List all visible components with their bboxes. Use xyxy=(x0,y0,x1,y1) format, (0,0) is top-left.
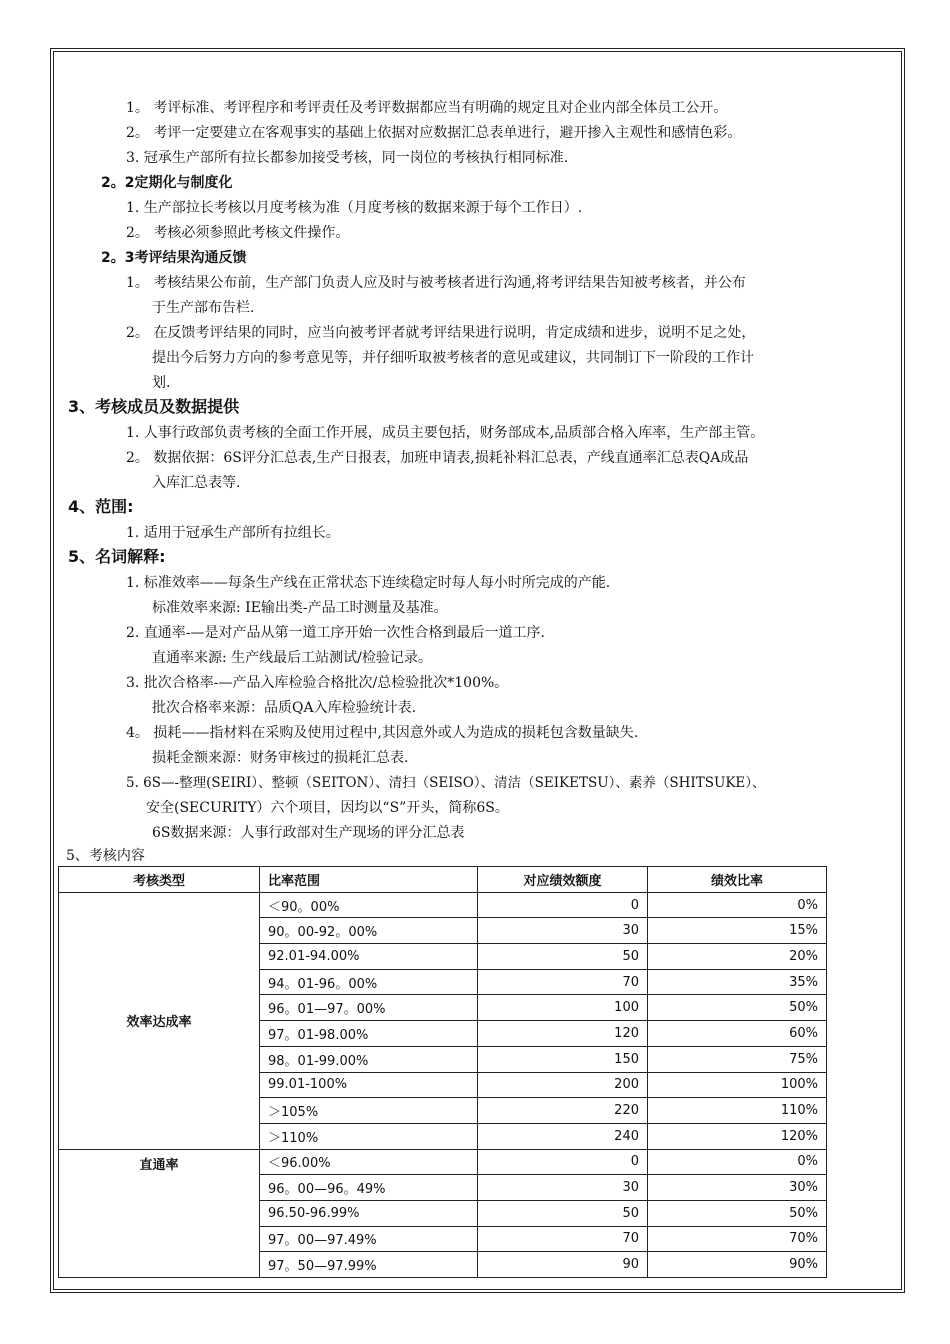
ratio-cell: 50% xyxy=(648,1200,827,1226)
ratio-cell: 20% xyxy=(648,944,827,970)
term-5: 5. 6S—-整理(SEIRI）、整顿（SEITON）、清扫（SEISO）、清洁（SEIKETSU）、素养（SHITSUKE）、 xyxy=(126,775,766,791)
amount-cell: 70 xyxy=(478,969,648,995)
term-4-source: 损耗金额来源：财务审核过的损耗汇总表. xyxy=(152,750,409,766)
principle-1: 1。 考评标准、考评程序和考评责任及考评数据都应当有明确的规定且对企业内部全体员工公开。 xyxy=(126,100,728,116)
amount-cell: 90 xyxy=(478,1252,648,1278)
range-cell: 96。00—96。49% xyxy=(260,1175,478,1201)
ratio-cell: 0% xyxy=(648,1149,827,1175)
ratio-cell: 75% xyxy=(648,1046,827,1072)
amount-cell: 120 xyxy=(478,1021,648,1047)
section-4-heading: 4、范围: xyxy=(68,497,134,516)
principle-3: 3. 冠承生产部所有拉长都参加接受考核，同一岗位的考核执行相同标准. xyxy=(126,150,569,166)
item-2-2-2: 2。 考核必须参照此考核文件操作。 xyxy=(126,225,350,241)
range-cell: 98。01-99.00% xyxy=(260,1046,478,1072)
ratio-cell: 0% xyxy=(648,892,827,918)
header-type: 考核类型 xyxy=(59,867,260,893)
amount-cell: 50 xyxy=(478,944,648,970)
item-3-1: 1. 人事行政部负责考核的全面工作开展，成员主要包括，财务部成本,品质部合格入库率，生产部主管。 xyxy=(126,425,765,441)
range-cell: 92.01-94.00% xyxy=(260,944,478,970)
ratio-cell: 35% xyxy=(648,969,827,995)
item-2-3-1-cont: 于生产部布告栏. xyxy=(152,300,255,316)
range-cell: 97。01-98.00% xyxy=(260,1021,478,1047)
table-row xyxy=(59,1149,827,1175)
ratio-cell: 15% xyxy=(648,918,827,944)
amount-cell: 70 xyxy=(478,1226,648,1252)
item-3-2-cont: 入库汇总表等. xyxy=(152,475,241,491)
term-2: 2. 直通率-—是对产品从第一道工序开始一次性合格到最后一道工序. xyxy=(126,625,545,641)
item-2-2-1: 1. 生产部拉长考核以月度考核为准（月度考核的数据来源于每个工作日）. xyxy=(126,200,583,216)
section-2-3-heading: 2。3考评结果沟通反馈 xyxy=(101,250,247,266)
item-2-3-2-cont1: 提出今后努力方向的参考意见等，并仔细听取被考核者的意见或建议，共同制订下一阶段的工作计 xyxy=(152,350,754,366)
range-cell: 99.01-100% xyxy=(260,1072,478,1098)
term-5-cont: 安全(SECURITY）六个项目，因均以“S”开头，简称6S。 xyxy=(146,800,509,816)
item-2-3-1: 1。 考核结果公布前，生产部门负责人应及时与被考核者进行沟通,将考评结果告知被考核者，并公布 xyxy=(126,275,746,291)
section-content-heading: 5、考核内容 xyxy=(66,848,145,864)
term-1-source: 标准效率来源: IE输出类-产品工时测量及基准。 xyxy=(152,600,448,616)
ratio-cell: 70% xyxy=(648,1226,827,1252)
type-efficiency: 效率达成率 xyxy=(59,892,260,1149)
item-3-2: 2。 数据依据：6S评分汇总表,生产日报表，加班申请表,损耗补料汇总表，产线直通率汇总表QA成品 xyxy=(126,450,749,466)
ratio-cell: 30% xyxy=(648,1175,827,1201)
table-row xyxy=(59,892,827,918)
amount-cell: 240 xyxy=(478,1123,648,1149)
amount-cell: 200 xyxy=(478,1072,648,1098)
term-3-source: 批次合格率来源：品质QA入库检验统计表. xyxy=(152,700,417,716)
ratio-cell: 90% xyxy=(648,1252,827,1278)
item-2-3-2: 2。 在反馈考评结果的同时，应当向被考评者就考评结果进行说明，肯定成绩和进步，说明不足之处， xyxy=(126,325,756,341)
range-cell: ＜90。00% xyxy=(260,892,478,918)
section-2-2-heading: 2。2定期化与制度化 xyxy=(101,175,233,191)
table-header-row xyxy=(59,867,827,893)
amount-cell: 220 xyxy=(478,1098,648,1124)
range-cell: 90。00-92。00% xyxy=(260,918,478,944)
range-cell: ＜96.00% xyxy=(260,1149,478,1175)
header-amount: 对应绩效额度 xyxy=(478,867,648,893)
term-4: 4。 损耗——指材料在采购及使用过程中,其因意外或人为造成的损耗包含数量缺失. xyxy=(126,725,639,741)
range-cell: ＞105% xyxy=(260,1098,478,1124)
header-range: 比率范围 xyxy=(260,867,478,893)
section-5-heading: 5、名词解释: xyxy=(68,547,166,566)
range-cell: 96。01—97。00% xyxy=(260,995,478,1021)
term-3: 3. 批次合格率-—产品入库检验合格批次/总检验批次*100%。 xyxy=(126,675,509,691)
range-cell: 94。01-96。00% xyxy=(260,969,478,995)
range-cell: 97。00—97.49% xyxy=(260,1226,478,1252)
amount-cell: 50 xyxy=(478,1200,648,1226)
ratio-cell: 50% xyxy=(648,995,827,1021)
term-1: 1. 标准效率——每条生产线在正常状态下连续稳定时每人每小时所完成的产能. xyxy=(126,575,611,591)
ratio-cell: 120% xyxy=(648,1123,827,1149)
range-cell: 96.50-96.99% xyxy=(260,1200,478,1226)
term-5-source: 6S数据来源：人事行政部对生产现场的评分汇总表 xyxy=(152,825,465,841)
amount-cell: 100 xyxy=(478,995,648,1021)
amount-cell: 30 xyxy=(478,1175,648,1201)
amount-cell: 30 xyxy=(478,918,648,944)
assessment-table xyxy=(58,866,827,1278)
amount-cell: 0 xyxy=(478,892,648,918)
amount-cell: 150 xyxy=(478,1046,648,1072)
range-cell: ＞110% xyxy=(260,1123,478,1149)
amount-cell: 0 xyxy=(478,1149,648,1175)
item-2-3-2-cont2: 划. xyxy=(152,375,171,391)
principle-2: 2。 考评一定要建立在客观事实的基础上依据对应数据汇总表单进行，避开掺入主观性和感情色彩。 xyxy=(126,125,742,141)
term-2-source: 直通率来源: 生产线最后工站测试/检验记录。 xyxy=(152,650,432,666)
type-first-pass: 直通率 xyxy=(59,1149,260,1277)
ratio-cell: 100% xyxy=(648,1072,827,1098)
item-4-1: 1. 适用于冠承生产部所有拉组长。 xyxy=(126,525,340,541)
ratio-cell: 110% xyxy=(648,1098,827,1124)
section-3-heading: 3、考核成员及数据提供 xyxy=(68,397,240,416)
header-ratio: 绩效比率 xyxy=(648,867,827,893)
ratio-cell: 60% xyxy=(648,1021,827,1047)
range-cell: 97。50—97.99% xyxy=(260,1252,478,1278)
